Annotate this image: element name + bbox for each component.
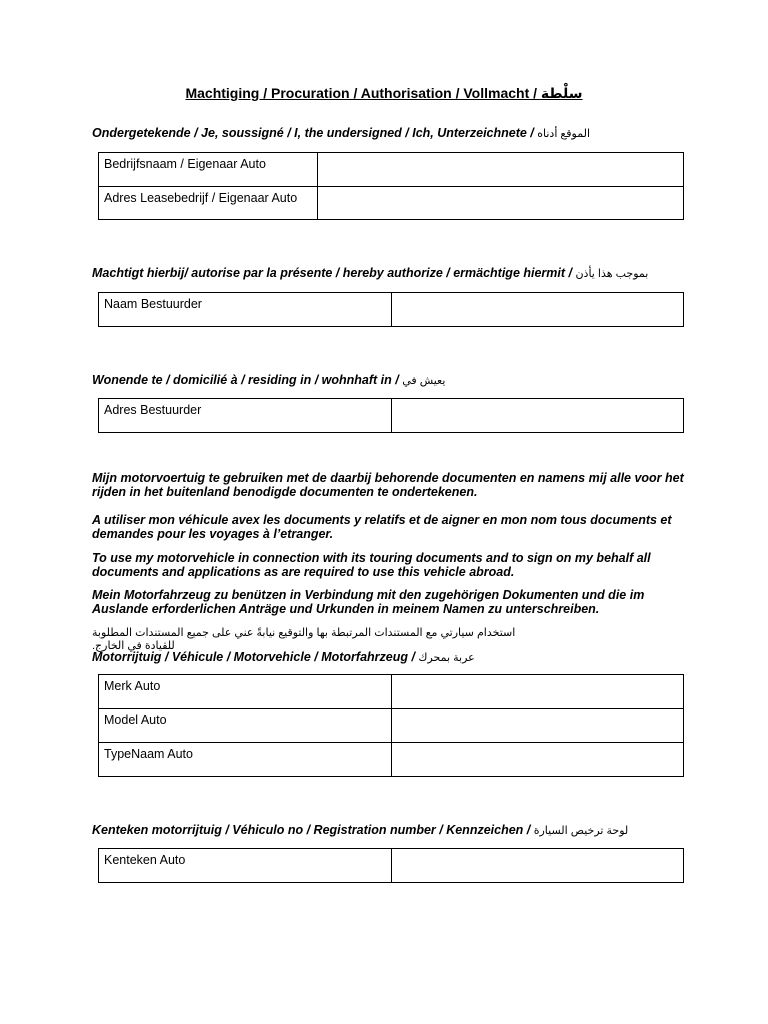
heading-authorize-text: Machtigt hierbij/ autorise par la présente / hereby authorize / ermächtige hiermit / [92,266,576,280]
driver-name-label: Naam Bestuurder [99,293,392,327]
car-model-field[interactable] [392,709,684,743]
paragraph-arabic: استخدام سيارتي مع المستندات المرتبطة بها والتوقيع نيابةً عني على جميع المستندات المطلوبة للقيادة في الخارج. [92,627,516,652]
paragraph-german: Mein Motorfahrzeug zu benützen in Verbindung mit den zugehörigen Dokumenten und die im Auslande erforderlichen Anträge und Urkunden in meinem Namen zu unterschreiben. [92,588,645,616]
car-brand-field[interactable] [392,675,684,709]
page-title: Machtiging / Procuration / Authorisation / Vollmacht / سلْطة [185,85,583,101]
heading-residing-ar: يعيش في [402,375,446,387]
heading-vehicle [92,650,475,664]
heading-undersigned [92,126,590,140]
heading-registration-ar: لوحة ترخيص السيارة [533,825,629,837]
table-row [99,743,684,777]
heading-residing [92,373,445,387]
table-row [99,849,684,883]
license-plate-field[interactable] [392,849,684,883]
driver-name-field[interactable] [392,293,684,327]
lease-address-label: Adres Leasebedrijf / Eigenaar Auto [99,187,318,220]
table-row [99,399,684,433]
heading-vehicle-ar: عربة بمحرك [418,652,475,664]
license-plate-label: Kenteken Auto [99,849,392,883]
car-model-label: Model Auto [99,709,392,743]
heading-registration [92,823,628,837]
heading-authorize-ar: بموجب هذا يأذن [575,268,649,280]
undersigned-table [98,152,684,220]
heading-undersigned-text: Ondergetekende / Je, soussigné / I, the undersigned / Ich, Unterzeichnete / [92,126,538,140]
vehicle-table [98,674,684,777]
table-row [99,293,684,327]
driver-address-table [98,398,684,433]
heading-authorize [92,266,648,280]
car-type-label: TypeNaam Auto [99,743,392,777]
company-name-field[interactable] [318,153,684,187]
paragraph-english: To use my motorvehicle in connection with its touring documents and to sign on my behalf all documents and applications as are required to use this vehicle abroad. [92,551,651,579]
table-row [99,675,684,709]
driver-address-field[interactable] [392,399,684,433]
registration-table [98,848,684,883]
heading-undersigned-ar: الموقع أدناه [537,128,590,140]
heading-vehicle-text: Motorrijtuig / Véhicule / Motorvehicle / Motorfahrzeug / [92,650,419,664]
table-row [99,709,684,743]
lease-address-field[interactable] [318,187,684,220]
car-brand-label: Merk Auto [99,675,392,709]
company-name-label: Bedrijfsnaam / Eigenaar Auto [99,153,318,187]
paragraph-french: A utiliser mon véhicule avex les documents y relatifs et de aigner en mon nom tous documents et demandes pour les voyages à l’etranger. [92,513,672,541]
car-type-field[interactable] [392,743,684,777]
driver-name-table [98,292,684,327]
driver-address-label: Adres Bestuurder [99,399,392,433]
table-row [99,187,684,220]
table-row [99,153,684,187]
paragraph-dutch: Mijn motorvoertuig te gebruiken met de daarbij behorende documenten en namens mij alle voor het rijden in het buitenland benodigde documenten te ondertekenen. [92,471,684,499]
heading-registration-text: Kenteken motorrijtuig / Véhiculo no / Registration number / Kennzeichen / [92,823,534,837]
heading-residing-text: Wonende te / domicilié à / residing in / wohnhaft in / [92,373,403,387]
